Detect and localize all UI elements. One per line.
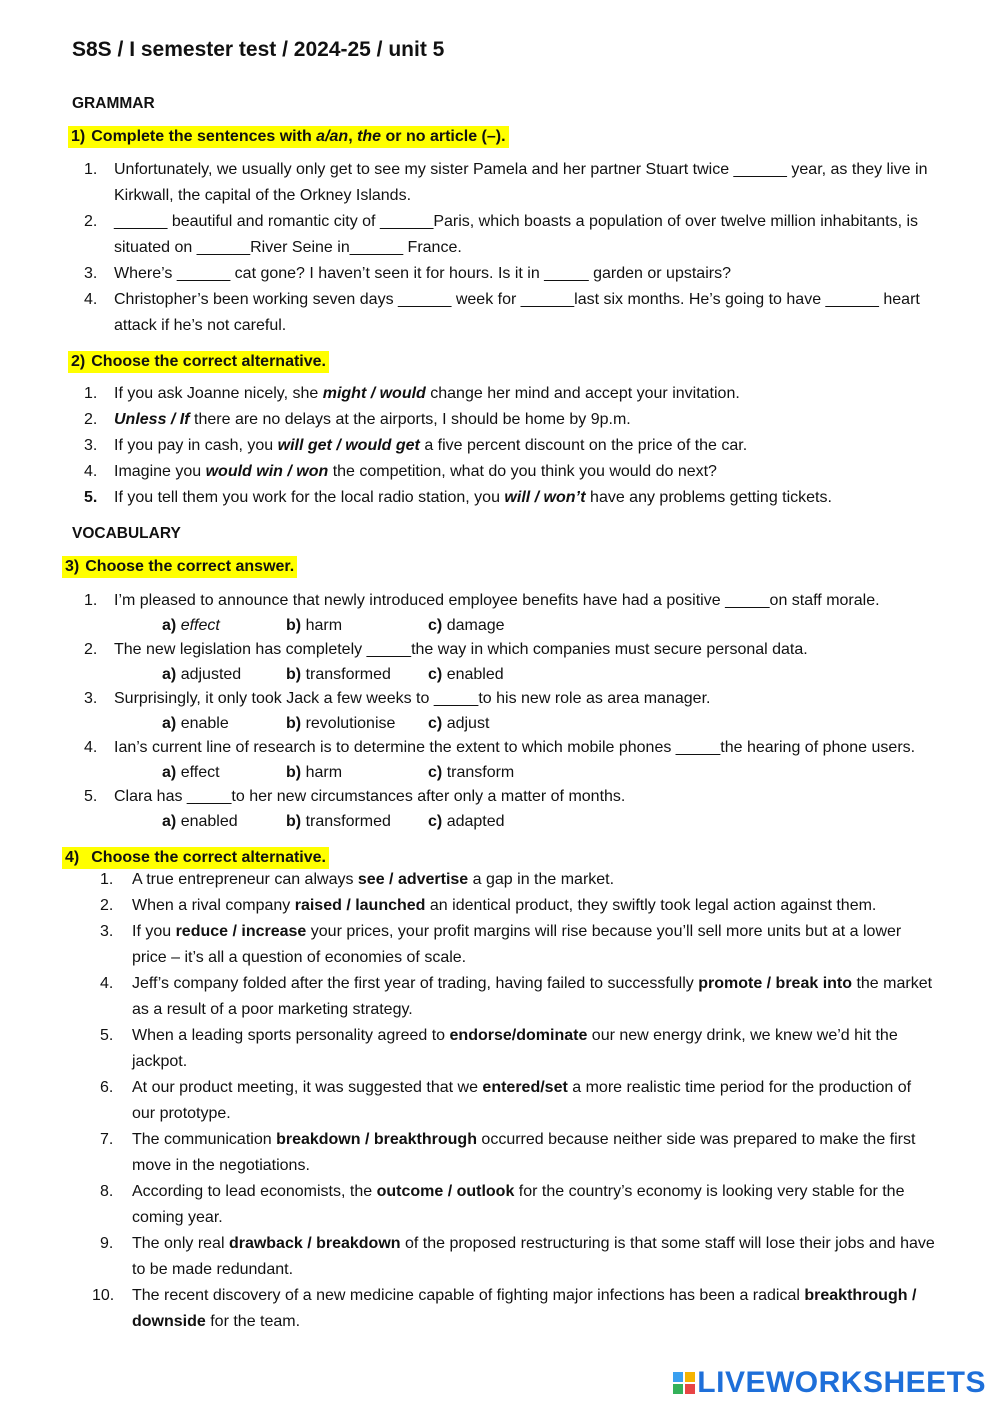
option-b[interactable]: b) transformed xyxy=(286,813,391,830)
list-item: 1. If you ask Joanne nicely, she might / would change her mind and accept your invitation. xyxy=(84,385,740,402)
list-item: 5. Clara has _____to her new circumstances after only a matter of months. a) enabled b) transformed c) adapted xyxy=(0,784,1000,833)
list-item: 4. Jeff’s company folded after the first year of trading, having failed to successfully promote / break into the market as a result of a poor marketing strategy. xyxy=(100,975,933,1018)
option-b[interactable]: b) harm xyxy=(286,764,343,781)
list-item: 2. When a rival company raised / launched an identical product, they swiftly took legal action against them. xyxy=(100,897,877,914)
list-item: 3. If you pay in cash, you will get / would get a five percent discount on the price of the car. xyxy=(84,437,748,454)
answer-options xyxy=(114,614,936,637)
list-item: 4. Ian’s current line of research is to determine the extent to which mobile phones _____the hearing of phone users. a) effect b) harm c) transform xyxy=(0,735,1000,784)
list-item: 3. Surprisingly, it only took Jack a few weeks to _____to his new role as area manager. a) enable b) revolutionise c) adjust xyxy=(0,686,1000,735)
option-c[interactable]: c) enabled xyxy=(428,666,504,683)
list-item: 2. ______ beautiful and romantic city of ______Paris, which boasts a population of over twelve million inhabitants, is situated on ______River Seine in______ France. xyxy=(84,213,919,256)
liveworksheets-logo-icon xyxy=(673,1372,695,1394)
list-item: 4. Christopher’s been working seven days ______ week for ______last six months. He’s going to have ______ heart attack if he’s not careful. xyxy=(84,291,920,334)
list-item: 3. Where’s ______ cat gone? I haven’t seen it for hours. Is it in _____ garden or upstairs? xyxy=(84,265,731,282)
list-item: 9. The only real drawback / breakdown of the proposed restructuring is that some staff will lose their jobs and have to be made redundant. xyxy=(100,1235,935,1278)
option-a[interactable]: a) enable xyxy=(162,715,229,732)
task-3-heading: 3) Choose the correct answer. xyxy=(62,556,297,578)
task-4-list xyxy=(0,867,1000,1335)
option-a[interactable]: a) effect xyxy=(162,764,220,781)
list-item: 3. If you reduce / increase your prices, your profit margins will rise because you’ll sell more units but at a lower price – it’s all a question of economies of scale. xyxy=(100,923,902,966)
section-heading-grammar: GRAMMAR xyxy=(72,95,155,112)
task-4-heading: 4) Choose the correct alternative. xyxy=(62,847,329,869)
option-c[interactable]: c) adjust xyxy=(428,715,490,732)
list-item: 2. Unless / If there are no delays at the airports, I should be home by 9p.m. xyxy=(84,411,631,428)
option-b[interactable]: b) transformed xyxy=(286,666,391,683)
answer-options xyxy=(114,810,936,833)
list-item: 7. The communication breakdown / breakthrough occurred because neither side was prepared to make the first move in the negotiations. xyxy=(100,1131,916,1174)
option-b[interactable]: b) revolutionise xyxy=(286,715,396,732)
answer-options xyxy=(114,663,936,686)
task-1-heading: 1) Complete the sentences with a/an, the or no article (–). xyxy=(68,126,509,148)
section-heading-vocabulary: VOCABULARY xyxy=(72,525,181,542)
list-item: 2. The new legislation has completely _____the way in which companies must secure personal data. a) adjusted b) transformed c) enabled xyxy=(0,637,1000,686)
task-2-list xyxy=(0,381,1000,511)
option-a[interactable]: a) enabled xyxy=(162,813,238,830)
task-2-heading: 2) Choose the correct alternative. xyxy=(68,351,329,373)
list-item: 8. According to lead economists, the outcome / outlook for the country’s economy is looking very stable for the coming year. xyxy=(100,1183,905,1226)
task-1-list xyxy=(0,157,1000,339)
liveworksheets-logo[interactable] xyxy=(673,1366,986,1400)
task-number: 1) xyxy=(71,128,86,145)
option-c[interactable]: c) adapted xyxy=(428,813,505,830)
list-item: 5. If you tell them you work for the local radio station, you will / won’t have any problems getting tickets. xyxy=(84,489,832,506)
option-c[interactable]: c) transform xyxy=(428,764,515,781)
list-item: 1. A true entrepreneur can always see / advertise a gap in the market. xyxy=(100,871,615,888)
page-title: S8S / I semester test / 2024-25 / unit 5 xyxy=(72,38,445,61)
answer-options xyxy=(114,712,936,735)
answer-options xyxy=(114,761,936,784)
logo-text: LIVEWORKSHEETS xyxy=(697,1366,986,1399)
option-a[interactable]: a) adjusted xyxy=(162,666,242,683)
list-item: 6. At our product meeting, it was suggested that we entered/set a more realistic time period for the production of our prototype. xyxy=(100,1079,912,1122)
option-b[interactable]: b) harm xyxy=(286,617,343,634)
option-c[interactable]: c) damage xyxy=(428,617,505,634)
list-item: 5. When a leading sports personality agreed to endorse/dominate our new energy drink, we knew we’d hit the jackpot. xyxy=(100,1027,898,1070)
task-3-list xyxy=(0,588,1000,833)
list-item: 1. I’m pleased to announce that newly introduced employee benefits have had a positive _____on staff morale. a) effect b) harm c) damage xyxy=(0,588,1000,637)
list-item: 4. Imagine you would win / won the competition, what do you think you would do next? xyxy=(84,463,717,480)
list-item: 1. Unfortunately, we usually only get to see my sister Pamela and her partner Stuart twice ______ year, as they live in Kirkwall, the capital of the Orkney Islands. xyxy=(84,161,928,204)
list-item: 10. The recent discovery of a new medicine capable of fighting major infections has been a radical breakthrough / downside for the team. xyxy=(92,1287,917,1330)
option-a[interactable]: a) effect xyxy=(162,617,220,634)
